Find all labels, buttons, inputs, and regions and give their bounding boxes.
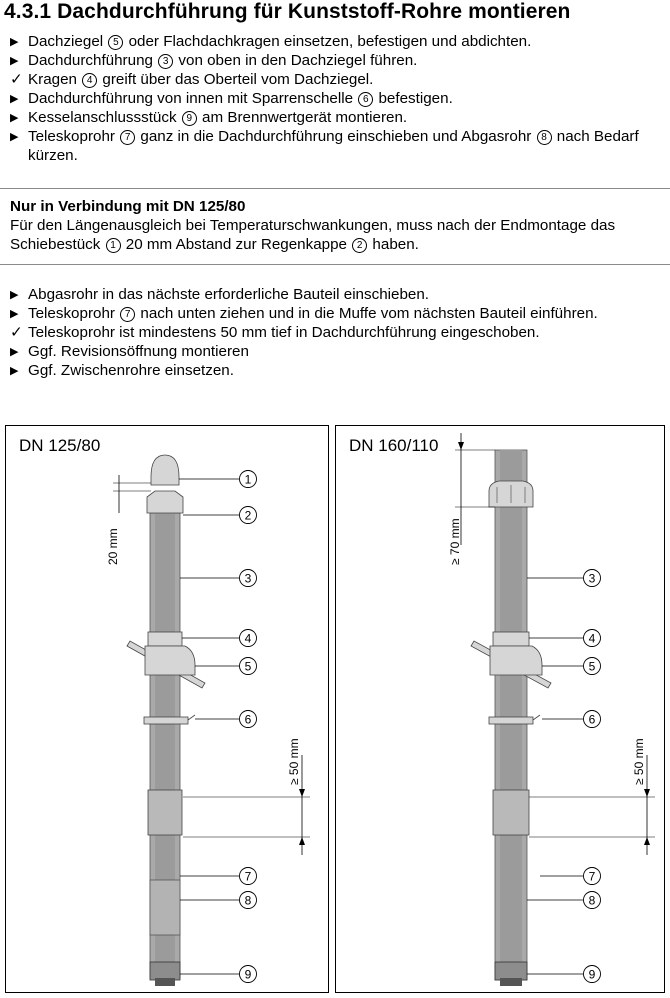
step-text: Teleskoprohr [28,128,120,145]
right-dim-70: ≥ 70 mm [448,518,462,565]
right-assembly [448,433,655,986]
step-text: befestigen. [374,90,453,107]
right-roof-tile [490,646,542,675]
left-callout-number: 2 [244,508,252,523]
left-socket [148,790,182,835]
check-icon: ✓ [10,71,23,88]
note-text-part: Für den Längenausgleich bei Temperaturschwankungen, muss nach der Endmontage das Schiebestück [10,217,616,253]
left-callouts [179,471,257,983]
installation-figure [5,425,665,993]
action-item [10,342,665,361]
reference-number: 9 [182,111,197,126]
note-box [10,197,660,254]
arrow-right-icon: ▶ [10,131,19,143]
action-item [10,361,665,380]
right-callout-number: 3 [588,571,596,586]
left-callout-number: 1 [244,472,252,487]
left-callout-number: 8 [244,893,252,908]
left-callout-number: 7 [244,869,252,884]
step-text: Kesselanschlussstück [28,109,181,126]
right-panel-label: DN 160/110 [349,436,439,455]
step-text: Dachdurchführung von innen mit Sparrenschelle [28,90,358,107]
step-text: am Brennwertgerät montieren. [197,109,408,126]
right-callout-number: 6 [588,712,596,727]
step-list-1 [10,32,665,165]
result-item [10,323,665,342]
step-text: Teleskoprohr [28,305,120,322]
reference-number: 5 [108,35,123,50]
step-text: Dachziegel [28,33,108,50]
right-rafter-clamp [489,717,533,724]
step-text: nach unten ziehen und in die Muffe vom nächsten Bauteil einführen. [136,305,598,322]
note-text [10,217,615,253]
right-dim-50: ≥ 50 mm [632,738,646,785]
action-item [10,127,665,165]
arrow-right-icon: ▶ [10,93,19,105]
reference-number: 1 [106,238,121,253]
installation-drawing [5,425,665,993]
step-text: greift über das Oberteil vom Dachziegel. [98,71,374,88]
action-item [10,304,665,323]
step-list-2 [10,285,665,380]
left-callout-number: 3 [244,571,252,586]
step-text: nach Bedarf kürzen. [28,128,639,164]
reference-number: 3 [158,54,173,69]
right-callout-number: 9 [588,967,596,982]
arrow-right-icon: ▶ [10,308,19,320]
left-panel-label: DN 125/80 [19,436,101,455]
left-telescopic-pipe [150,880,180,935]
step-text: Abgasrohr in das nächste erforderliche Bauteil einschieben. [28,286,430,303]
left-dim-50: ≥ 50 mm [287,738,301,785]
step-text: Ggf. Revisionsöffnung montieren [28,343,249,360]
left-roof-tile [145,646,195,675]
left-rafter-clamp [144,717,188,724]
right-boiler-connector [495,962,527,980]
right-callout-number: 7 [588,869,596,884]
left-callout-number: 6 [244,712,252,727]
arrow-right-icon: ▶ [10,346,19,358]
arrow-right-icon: ▶ [10,112,19,124]
left-dim-20: 20 mm [106,528,120,565]
divider [0,264,670,265]
action-item [10,285,665,304]
check-icon: ✓ [10,324,23,341]
right-callout-number: 4 [588,631,596,646]
divider [0,188,670,189]
note-text-part: haben. [368,236,419,253]
step-text: von oben in den Dachziegel führen. [174,52,418,69]
arrow-right-icon: ▶ [10,289,19,301]
section-title: 4.3.1 Dachdurchführung für Kunststoff-Rohre montieren [4,0,571,23]
note-heading: Nur in Verbindung mit DN 125/80 [10,198,246,215]
right-callouts [527,570,601,983]
step-text: oder Flachdachkragen einsetzen, befestigen und abdichten. [124,33,532,50]
action-item [10,89,665,108]
left-sliding-piece [151,455,179,485]
reference-number: 8 [537,130,552,145]
reference-number: 7 [120,130,135,145]
left-callout-number: 4 [244,631,252,646]
step-text: Dachdurchführung [28,52,158,69]
arrow-right-icon: ▶ [10,36,19,48]
action-item [10,108,665,127]
reference-number: 6 [358,92,373,107]
left-callout-number: 5 [244,659,252,674]
left-boiler-connector [150,962,180,980]
reference-number: 4 [82,73,97,88]
action-item [10,51,665,70]
step-text: ganz in die Dachdurchführung einschieben und Abgasrohr [136,128,536,145]
left-collar [148,632,182,646]
note-text-part: 20 mm Abstand zur Regenkappe [121,236,352,253]
step-text: Teleskoprohr ist mindestens 50 mm tief in Dachdurchführung eingeschoben. [28,324,540,341]
arrow-right-icon: ▶ [10,55,19,67]
left-assembly [106,455,310,986]
right-callout-number: 5 [588,659,596,674]
left-rain-cap [147,491,183,513]
step-text: Ggf. Zwischenrohre einsetzen. [28,362,234,379]
action-item [10,32,665,51]
arrow-right-icon: ▶ [10,365,19,377]
step-text: Kragen [28,71,82,88]
right-collar [493,632,529,646]
left-callout-number: 9 [244,967,252,982]
right-callout-number: 8 [588,893,596,908]
reference-number: 2 [352,238,367,253]
reference-number: 7 [120,307,135,322]
right-socket [493,790,529,835]
result-item [10,70,665,89]
